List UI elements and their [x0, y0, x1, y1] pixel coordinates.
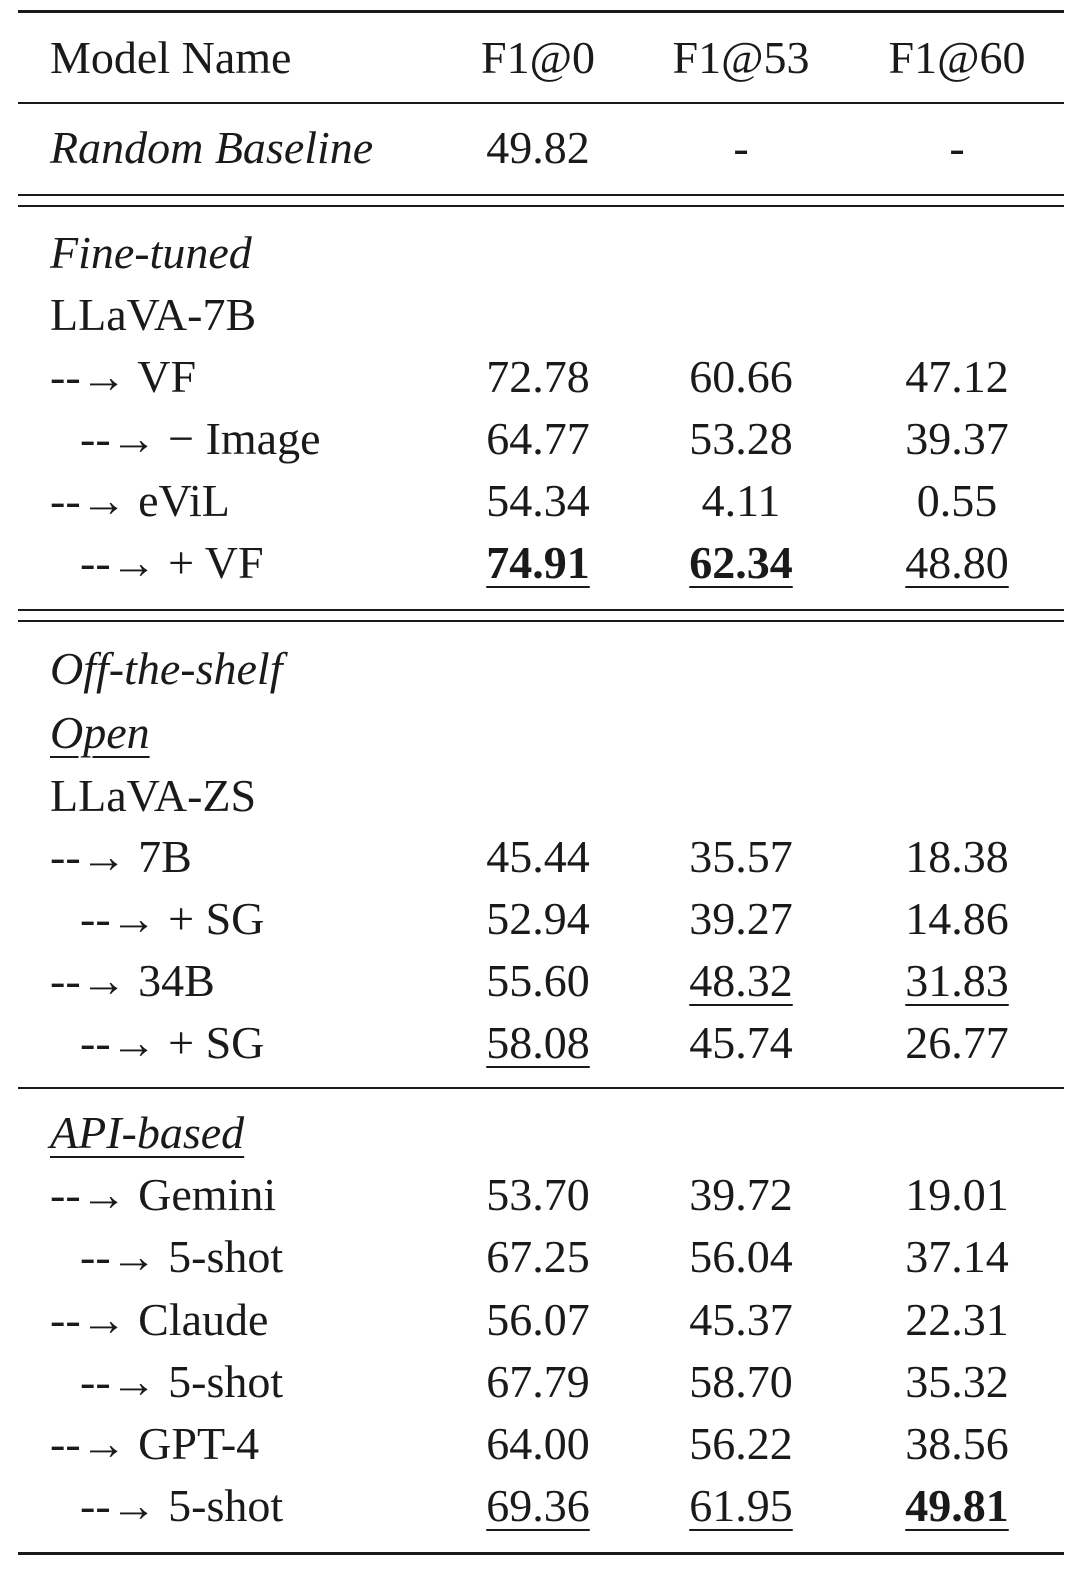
- cell-f1-60: 14.86: [905, 893, 1009, 944]
- cell-f1-0-second: 58.08: [486, 1017, 590, 1068]
- row-label: --→ 5-shot: [80, 1231, 284, 1282]
- table-row: [0, 1475, 1080, 1537]
- cell-f1-60: 19.01: [905, 1169, 1009, 1220]
- cell-f1-53-second: 48.32: [689, 955, 793, 1006]
- double-rule-top: [18, 609, 1064, 611]
- table-row: [0, 117, 1080, 179]
- row-label: --→ 5-shot: [80, 1480, 284, 1531]
- cell-f1-60: 26.77: [905, 1017, 1009, 1068]
- cell-f1-53: 56.04: [689, 1231, 793, 1282]
- group-label-llava-zs: LLaVA-ZS: [50, 770, 257, 821]
- table-row: [0, 1351, 1080, 1413]
- row-label: --→ + VF: [80, 537, 264, 588]
- table-row: [0, 1289, 1080, 1351]
- cell-f1-0: 45.44: [486, 831, 590, 882]
- cell-f1-53: 4.11: [701, 475, 781, 526]
- table-row: [0, 888, 1080, 950]
- cell-f1-60: 37.14: [905, 1231, 1009, 1282]
- cell-f1-53: 45.37: [689, 1294, 793, 1345]
- group-label-llava-7b: LLaVA-7B: [50, 289, 257, 340]
- cell-f1-0: 55.60: [486, 955, 590, 1006]
- table-row: [0, 346, 1080, 408]
- row-label: --→ 34B: [50, 955, 215, 1006]
- subsection-label-open: Open: [50, 707, 150, 758]
- cell-f1-0-second: 69.36: [486, 1480, 590, 1531]
- row-label: --→ Claude: [50, 1294, 269, 1345]
- header-row: [0, 27, 1080, 89]
- cell-f1-0-best: 74.91: [486, 537, 590, 588]
- double-rule-bottom: [18, 620, 1064, 622]
- cell-f1-0: 67.25: [486, 1231, 590, 1282]
- double-rule-top: [18, 194, 1064, 196]
- row-label: --→ Gemini: [50, 1169, 277, 1220]
- table-row: [0, 1012, 1080, 1074]
- cell-f1-60: 0.55: [916, 475, 998, 526]
- row-label: --→ 7B: [50, 831, 192, 882]
- cell-f1-60: 47.12: [905, 351, 1009, 402]
- cell-f1-0: 49.82: [486, 122, 590, 173]
- group-label-row: [0, 284, 1080, 346]
- row-label: --→ − Image: [80, 413, 321, 464]
- cell-f1-60: -: [949, 122, 965, 173]
- cell-f1-0: 53.70: [486, 1169, 590, 1220]
- cell-f1-0: 64.00: [486, 1418, 590, 1469]
- cell-f1-60: 35.32: [905, 1356, 1009, 1407]
- row-label: --→ VF: [50, 351, 197, 402]
- cell-f1-53-best: 62.34: [689, 537, 793, 588]
- section-label-fine-tuned: Fine-tuned: [50, 227, 252, 278]
- cell-f1-0: 54.34: [486, 475, 590, 526]
- section-label-row: [0, 638, 1080, 700]
- bottom-rule: [18, 1552, 1064, 1555]
- header-rule: [18, 102, 1064, 104]
- cell-f1-53: 60.66: [689, 351, 793, 402]
- subsection-label-row: [0, 1102, 1080, 1164]
- section-rule: [18, 1087, 1064, 1089]
- subsection-label-row: [0, 702, 1080, 764]
- cell-f1-60-second: 48.80: [905, 537, 1009, 588]
- group-label-row: [0, 765, 1080, 827]
- row-label: --→ GPT-4: [50, 1418, 260, 1469]
- table-row: [0, 1226, 1080, 1288]
- cell-f1-53: 58.70: [689, 1356, 793, 1407]
- cell-f1-53: 45.74: [689, 1017, 793, 1068]
- table-row: [0, 1413, 1080, 1475]
- cell-f1-53-second: 61.95: [689, 1480, 793, 1531]
- cell-f1-53: 35.57: [689, 831, 793, 882]
- header-model-name: Model Name: [50, 32, 292, 83]
- cell-f1-0: 67.79: [486, 1356, 590, 1407]
- header-f1-0: F1@0: [481, 32, 595, 83]
- table-row: [0, 950, 1080, 1012]
- table-row: [0, 408, 1080, 470]
- cell-f1-53: 56.22: [689, 1418, 793, 1469]
- table-row: [0, 826, 1080, 888]
- table-row: [0, 532, 1080, 594]
- row-label: --→ 5-shot: [80, 1356, 284, 1407]
- cell-f1-60-second: 31.83: [905, 955, 1009, 1006]
- cell-f1-0: 72.78: [486, 351, 590, 402]
- double-rule-bottom: [18, 205, 1064, 207]
- header-f1-60: F1@60: [888, 32, 1026, 83]
- cell-f1-60-best: 49.81: [905, 1480, 1009, 1531]
- header-f1-53: F1@53: [672, 32, 810, 83]
- section-label-row: [0, 222, 1080, 284]
- cell-f1-53: 39.27: [689, 893, 793, 944]
- cell-f1-60: 39.37: [905, 413, 1009, 464]
- cell-f1-0: 64.77: [486, 413, 590, 464]
- cell-f1-53: 39.72: [689, 1169, 793, 1220]
- row-label: --→ + SG: [80, 1017, 265, 1068]
- cell-f1-53: -: [733, 122, 749, 173]
- row-label: --→ + SG: [80, 893, 265, 944]
- row-label: Random Baseline: [50, 122, 374, 173]
- table-row: [0, 470, 1080, 532]
- cell-f1-60: 22.31: [905, 1294, 1009, 1345]
- table-row: [0, 1164, 1080, 1226]
- cell-f1-53: 53.28: [689, 413, 793, 464]
- cell-f1-60: 38.56: [905, 1418, 1009, 1469]
- subsection-label-api-based: API-based: [50, 1107, 245, 1158]
- section-label-off-the-shelf: Off-the-shelf: [50, 643, 283, 694]
- row-label: --→ eViL: [50, 475, 230, 526]
- cell-f1-0: 56.07: [486, 1294, 590, 1345]
- top-rule: [18, 10, 1064, 13]
- cell-f1-0: 52.94: [486, 893, 590, 944]
- cell-f1-60: 18.38: [905, 831, 1009, 882]
